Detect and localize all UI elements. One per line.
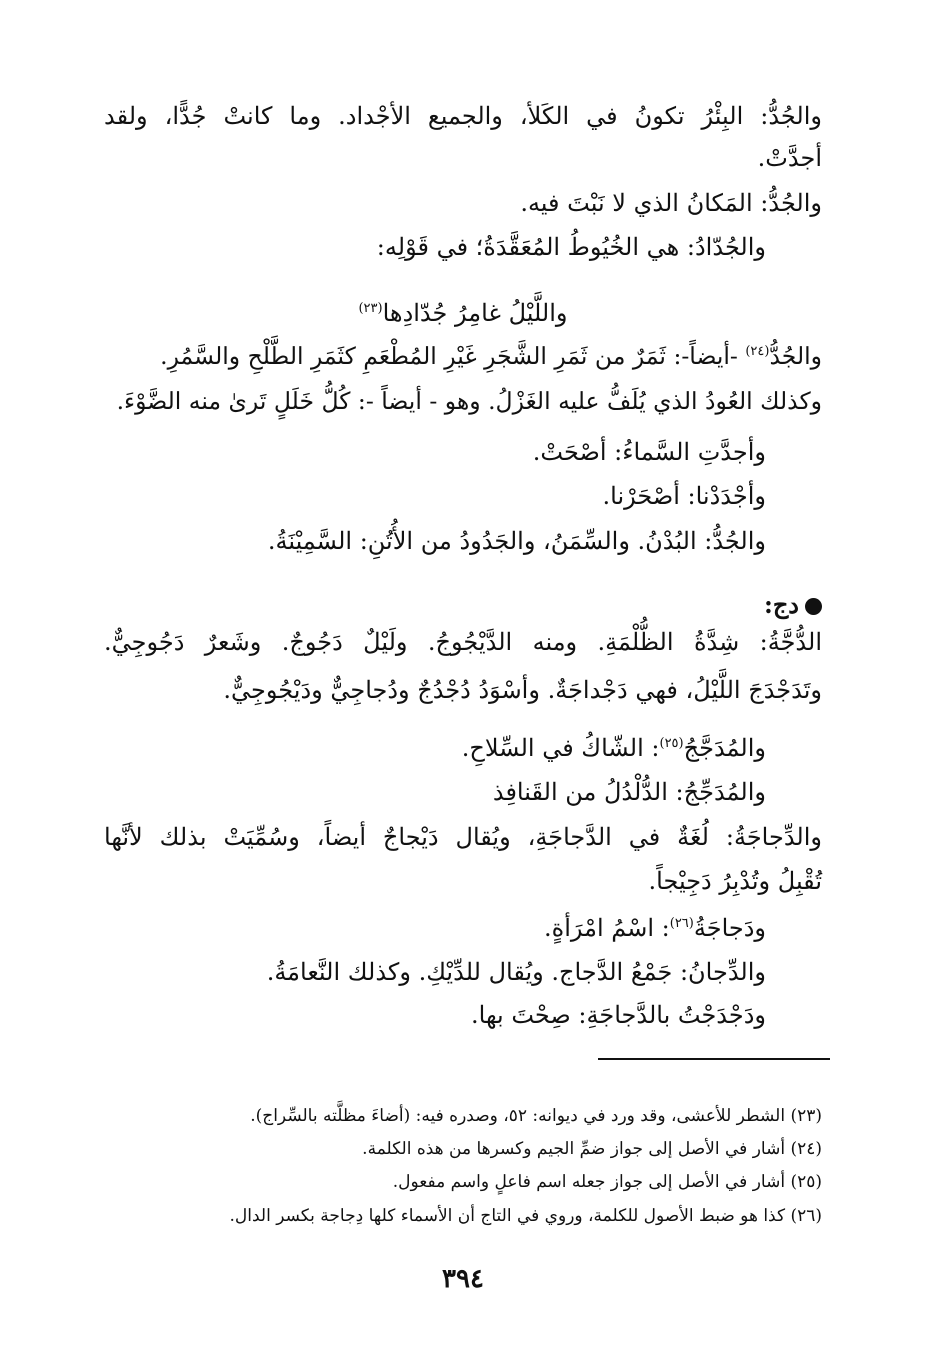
entry-text: -أيضاً-: ثَمَرٌ من ثَمَرِ الشَّجَرِ غَيْرِ المُطْعَمِ كثَمَرِ الطَّلْحِ والسَّمُرِ. [160,342,746,370]
entry-line [104,339,822,373]
footnote-ref: (٢٦) [669,916,694,931]
entry-line: والدِّجاجَةُ: لُغَةٌ في الدَّجاجَةِ، ويُقال دَيْجاجٌ أيضاً، وسُمِّيَتْ بذلك لأنَّها [104,823,822,851]
entry-head: والمُدَجَّجُ [683,734,766,762]
verse-line [250,296,676,330]
entry-line: تُقْبِلُ وتُدْبِرُ دَجِيْجاً. [648,867,822,895]
entry-line: الدُّجَّةُ: شِدَّةُ الظُّلْمَةِ. ومنه الدَّيْجُوجُ. ولَيْلٌ دَجُوجٌ. وشَعرٌ دَجُوجِيٌّ. [104,628,822,656]
bullet-icon [805,598,822,615]
footnote-ref: (٢٣) [358,301,383,316]
page-number: ٣٩٤ [442,1264,484,1294]
entry-line: أجدَّتْ. [757,144,822,172]
entry-text: : الشّاكُ في السِّلاحِ. [461,734,660,762]
entry-line: والمُدَجِّجُ: الدُّلْدُلُ من القَنافِذ [492,778,766,806]
footnote: (٢٦) كذا هو ضبط الأصول للكلمة، وروي في التاج أن الأسماء كلها دِجاجة بكسر الدال. [229,1206,822,1226]
entry-line: وكذلك العُودُ الذي يُلَفُّ عليه الغَزْلُ. وهو - أيضاً -: كُلُّ خَلَلٍ تَرىٰ منه الضَّوْءَ. [116,387,822,415]
entry-head: ودَجاجَةُ [693,914,766,942]
entry-line: والجُدّادُ: هي الخُيُوطُ المُعَقَّدَةُ؛ في قَوْلِه: [376,233,766,261]
entry-line: والدِّجانُ: جَمْعُ الدَّجاج. ويُقال للدِّيْكِ. وكذلك النَّعامَةُ. [266,958,766,986]
entry-line: وتَدَجْدَجَ اللَّيْلُ، فهي دَجْداجَةٌ. وأسْوَدُ دُجْدُجٌ ودُجاجِيٌّ ودَيْجُوجِيٌّ. [223,676,822,704]
entry-line: والجُدُّ: المَكانُ الذي لا نَبْتَ فيه. [520,189,822,217]
entry-text: : اسْمُ امْرَأةٍ. [544,914,670,942]
footnote-ref: (٢٥) [659,736,684,751]
footnote-ref: (٢٤) [745,344,770,360]
footnote: (٢٣) الشطر للأعشى، وقد ورد في ديوانه: ٥٢، وصدره فيه: (أضاءَ مظلَّته بالسِّراج). [250,1106,822,1126]
footnote-separator [598,1058,830,1060]
footnote: (٢٥) أشار في الأصل إلى جواز جعله اسم فاعلٍ واسم مفعول. [392,1172,822,1192]
footnote: (٢٤) أشار في الأصل إلى جواز ضمِّ الجيم وكسرها من هذه الكلمة. [362,1139,822,1159]
entry-line: ودَجْدَجْتُ بالدَّجاجَةِ: صِحْتَ بها. [471,1001,766,1029]
entry-line [104,911,766,945]
entry-line: والجُدُّ: البُدْنُ. والسِّمَنُ، والجَدُودُ من الأُتُنِ: السَّمِيْنَةُ. [267,527,766,555]
entry-line: وأجْدَدْنا: أصْحَرْنا. [602,482,766,510]
entry-line [104,731,766,765]
entry-line: وأجدَّتِ السَّماءُ: أصْحَتْ. [532,438,766,466]
entry-head: والجُدُّ [769,342,822,370]
entry-line: والجُدُّ: البِئْرُ تكونُ في الكَلأ، والجميع الأجْداد. وما كانتْ جُدًّا، ولقد [104,102,822,130]
section-heading [104,588,822,622]
section-head-text: دج: [763,590,799,619]
verse-text: واللَّيْلُ غامِرُ جُدّادِها [382,299,568,327]
